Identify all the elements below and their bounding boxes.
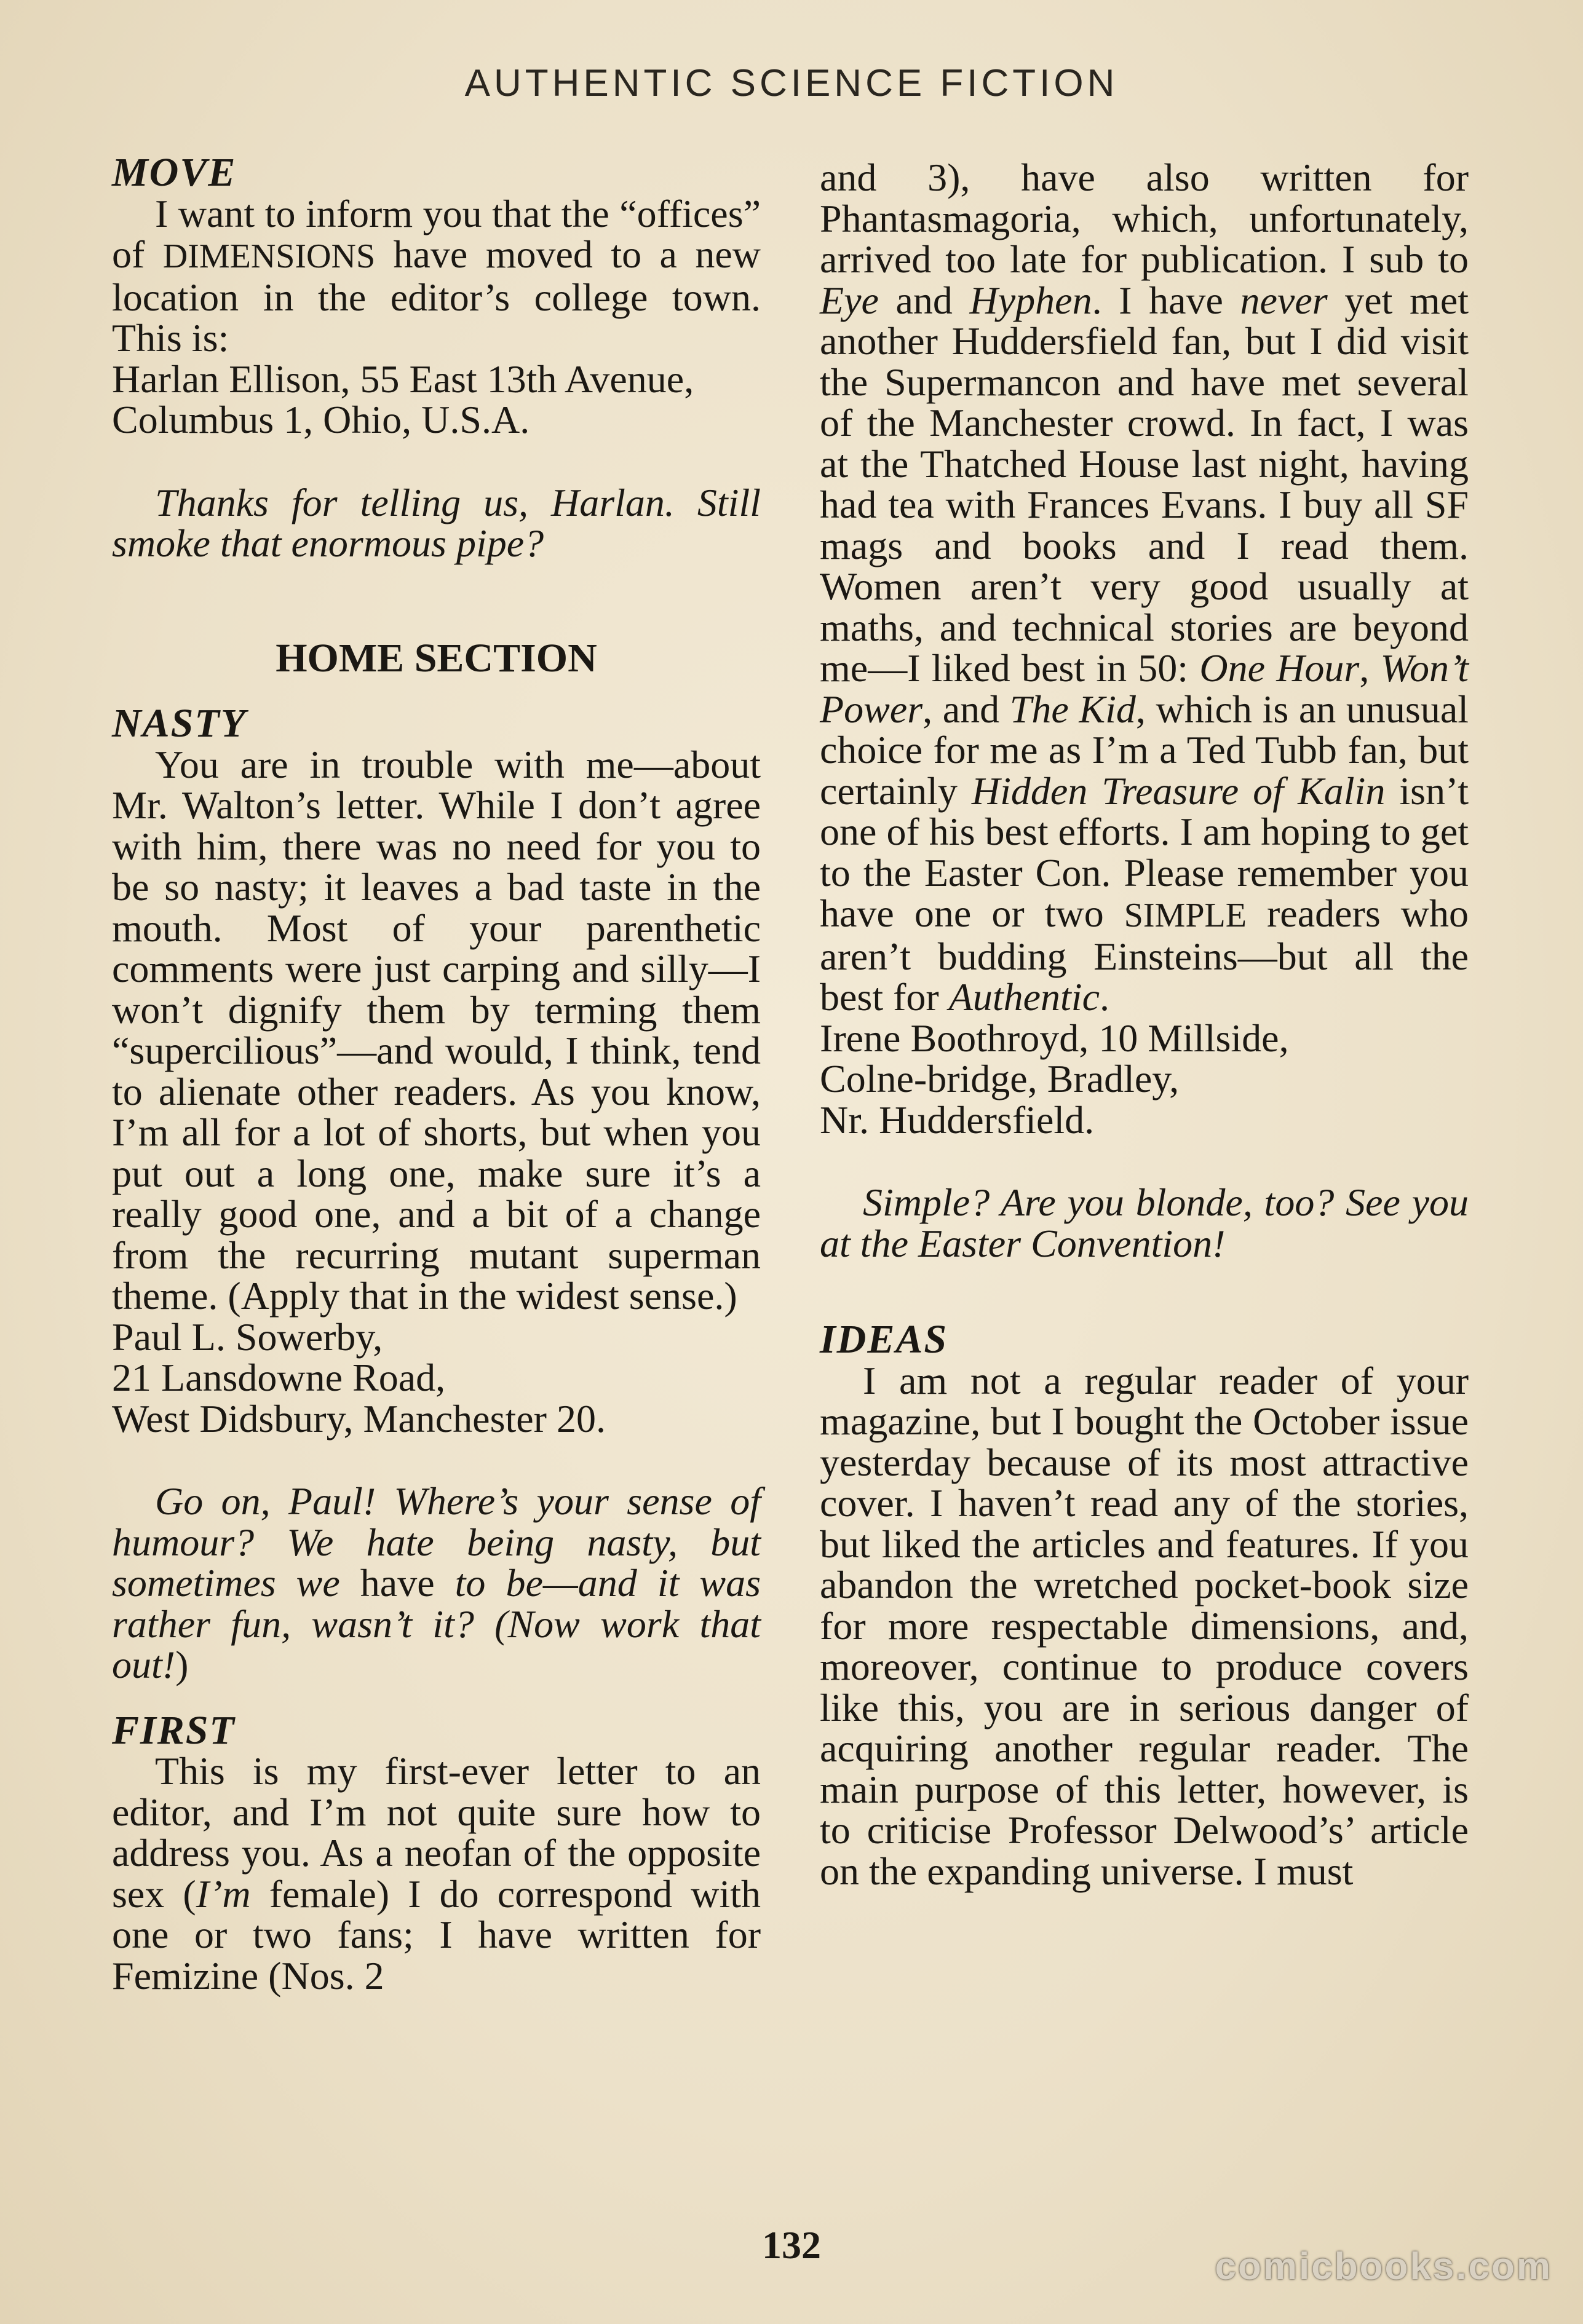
letter-text: and 3), have also written for Phantasmagoria, which, unfortunately, arrived too late for publication. I sub to	[820, 156, 1469, 281]
section-title: HOME SECTION	[276, 635, 597, 681]
letter-address-line: Columbus 1, Ohio, U.S.A.	[112, 398, 530, 441]
story-title: One Hour	[1199, 646, 1360, 690]
fanzine-title: Hyphen	[969, 278, 1092, 322]
reply-text: Now work that out!	[112, 1602, 761, 1686]
letter-text: I want to inform you that the “offices” of	[112, 191, 761, 276]
letter-italic-word: I’m	[196, 1871, 251, 1916]
letter-text: yet met another Huddersfield fan, but I did visit the Supermancon and have met several of the Manchester crowd. In fact, I was at the Thatched House last night, having had tea with Frances Evans. I buy all SF mags and books and I read them. Women aren’t very good usually at maths, and technical stories are beyond me—I liked best in 50:	[820, 278, 1469, 690]
letter-body-first	[112, 1751, 761, 1996]
fanzine-title: Eye	[820, 278, 879, 322]
letter-address-line: West Didsbury, Manchester 20.	[112, 1396, 606, 1441]
letter-address-line: 21 Lansdowne Road,	[112, 1356, 446, 1399]
reply-text: )	[175, 1643, 189, 1686]
running-head: AUTHENTIC SCIENCE FICTION	[464, 62, 1119, 105]
story-title: Hidden Treasure of Kalin	[971, 769, 1386, 813]
letter-heading-first: FIRST	[112, 1707, 236, 1753]
letter-text: have moved to a new location in the editor’s college town. This is:	[112, 232, 761, 360]
letter-body-move	[112, 191, 761, 360]
letter-address-line: Irene Boothroyd, 10 Millside,	[820, 1016, 1289, 1060]
magazine-title: Authentic	[948, 975, 1100, 1019]
letter-address-line: Harlan Ellison, 55 East 13th Avenue,	[112, 357, 694, 401]
letter-text: female) I do correspond with one or two fans; I have written for Femizine (Nos. 2	[112, 1871, 761, 1998]
letter-text: , and	[922, 687, 1010, 731]
letter-text: readers who aren’t budding Einsteins—but all the best for	[820, 891, 1469, 1019]
letter-text: . I have	[1092, 278, 1240, 322]
letter-heading-nasty: NASTY	[112, 701, 247, 746]
letter-address-line: Nr. Huddersfield.	[820, 1097, 1095, 1142]
letter-body-first-continued	[820, 157, 1469, 1018]
letter-text: , which is an unusual choice for me as I’m a Ted Tubb fan, but certainly	[820, 687, 1469, 813]
editor-reply-nasty	[112, 1481, 761, 1686]
left-column	[112, 152, 761, 1996]
story-title: Won’t Power	[820, 646, 1469, 731]
reply-text: Go on, Paul! Where’s your sense of humour? We hate being nasty, but sometimes we	[112, 1479, 761, 1605]
dimensions-smallcaps: DIMENSIONS	[162, 237, 376, 275]
letter-heading-ideas: IDEAS	[820, 1317, 948, 1362]
page-number: 132	[762, 2223, 821, 2267]
editor-reply-first: Simple? Are you blonde, too? See you at the Easter Convention!	[820, 1180, 1469, 1265]
letter-text: isn’t one of his best efforts. I am hoping to get to the Easter Con. Please remember you have one or two	[820, 769, 1469, 935]
editor-reply-move: Thanks for telling us, Harlan. Still smoke that enormous pipe?	[112, 480, 761, 565]
right-column	[820, 157, 1469, 1892]
simple-smallcaps: SIMPLE	[1124, 896, 1247, 935]
reply-roman-word: have	[360, 1561, 435, 1605]
watermark-logo: comicbooks.com	[1215, 2245, 1552, 2288]
story-title: The Kid	[1009, 687, 1136, 731]
letter-text: .	[1099, 975, 1109, 1019]
emphasis-word: never	[1240, 278, 1328, 322]
letter-text: ,	[1359, 646, 1381, 690]
reply-text: to be—and it was rather fun, wasn’t it? (	[112, 1561, 761, 1646]
letter-body-ideas: I am not a regular reader of your magazine, but I bought the October issue yesterday because of its most attractive cover. I haven’t read any of the stories, but liked the articles and features. If you abandon the wretched pocket-book size for more respectable dimensions, and, moreover, continue to produce covers like this, you are in serious danger of acquiring another regular reader. The main purpose of this letter, however, is to criticise Professor Delwood’s’ article on the expanding universe. I must	[820, 1358, 1469, 1893]
letter-address-line: Colne-bridge, Bradley,	[820, 1057, 1180, 1101]
letter-body-nasty: You are in trouble with me—about Mr. Walton’s letter. While I don’t agree with him, there was no need for you to be so nasty; it leaves a bad taste in the mouth. Most of your parenthetic comments were just carping and silly—I won’t dignify them by terming them “supercilious”—and would, I think, tend to alienate other readers. As you know, I’m all for a lot of shorts, but when you put out a long one, make sure it’s a really good one, and a bit of a change from the recurring mutant superman theme. (Apply that in the widest sense.)	[112, 742, 761, 1318]
letter-address-line: Paul L. Sowerby,	[112, 1314, 383, 1359]
letter-heading-move: MOVE	[112, 150, 237, 195]
letter-text: and	[878, 278, 970, 322]
letter-text: This is my first-ever letter to an editor, and I’m not quite sure how to address you. As a neofan of the opposite sex (	[112, 1749, 761, 1916]
